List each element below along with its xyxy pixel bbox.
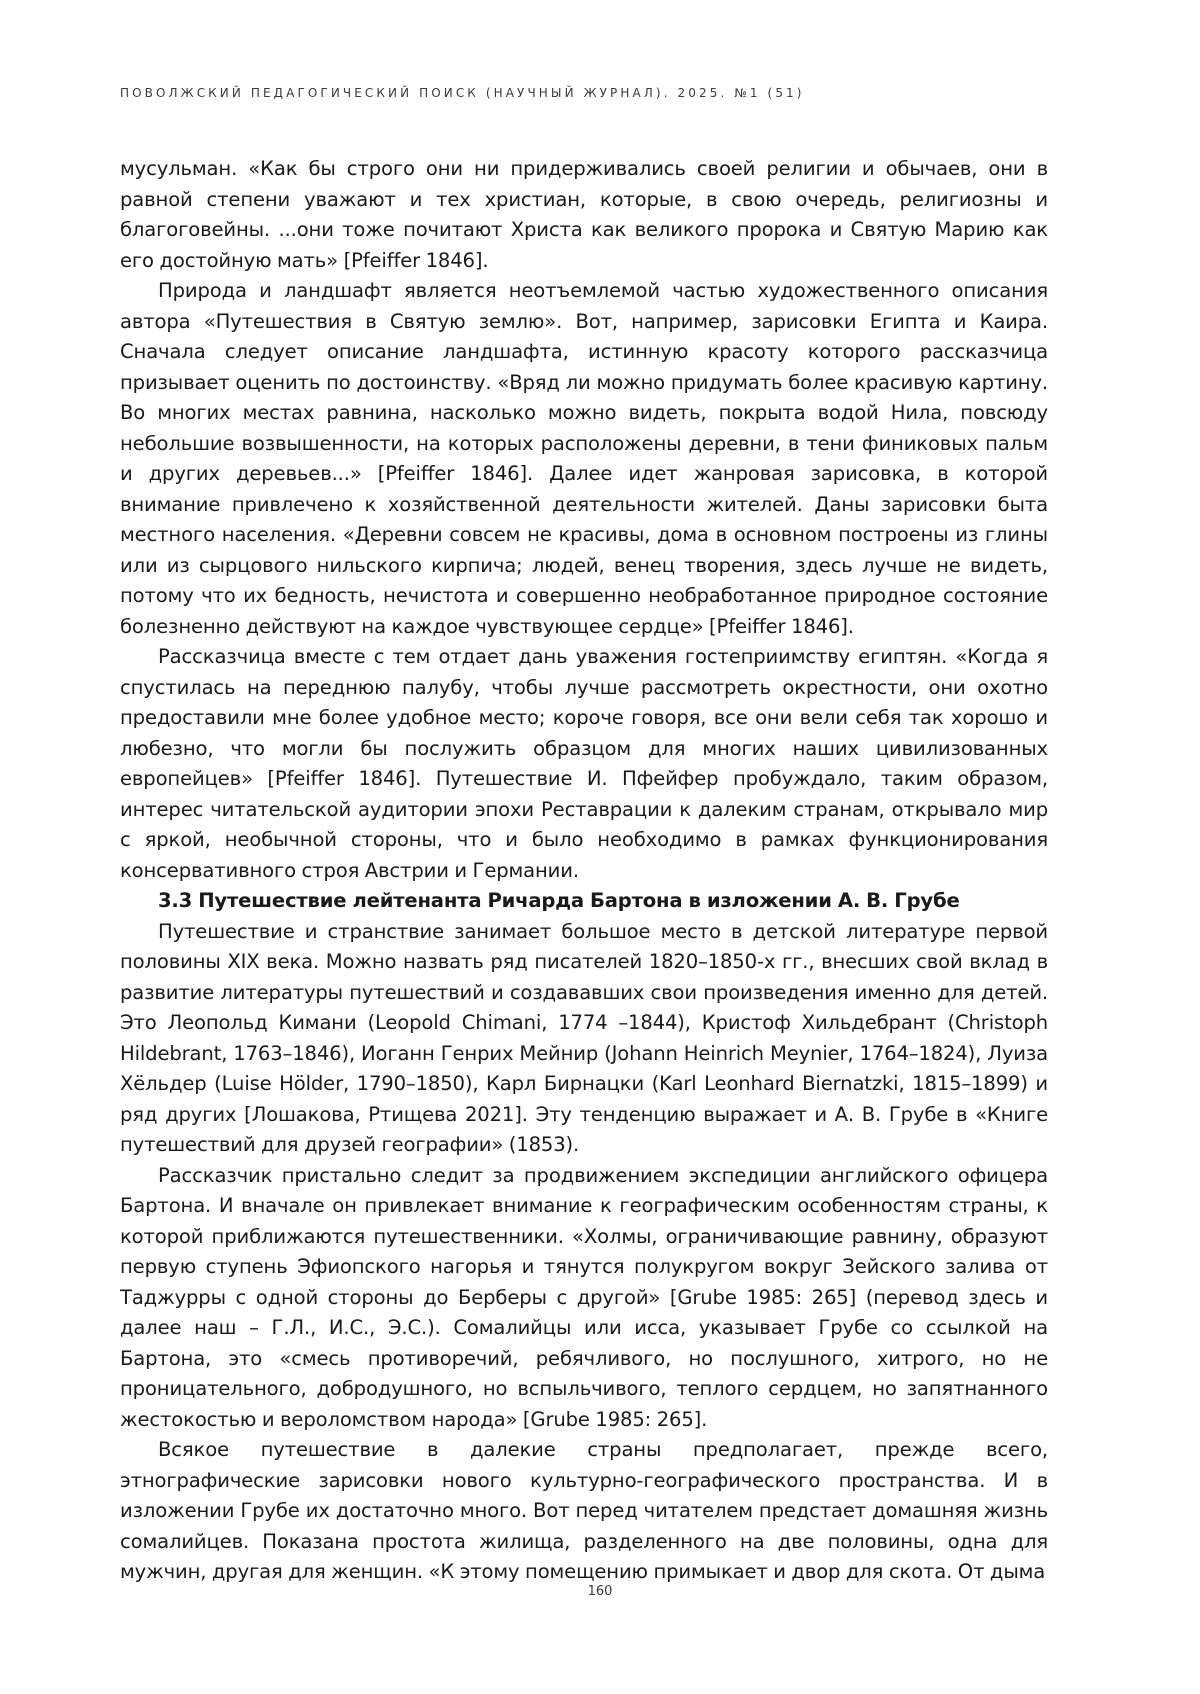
running-head: ПОВОЛЖСКИЙ ПЕДАГОГИЧЕСКИЙ ПОИСК (НАУЧНЫЙ ЖУРНАЛ). 2025. №1 (51) [120,86,805,100]
article-body [120,154,1048,1588]
paragraph: мусульман. «Как бы строго они ни придерживались своей религии и обычаев, они в равной степени уважают и тех христиан, которые, в свою очередь, религиозны и благоговейны. ...они тоже почитают Христа как великого пророка и Святую Марию как его достойную мать» [Pfeiffer 1846]. [120,157,1048,272]
paragraph: Всякое путешествие в далекие страны предполагает, прежде всего, этнографические зарисовки нового культурно-географического пространства. И в изложении Грубе их достаточно много. Вот перед читателем предстает домашняя жизнь сомалийцев. Показана простота жилища, разделенного на две половины, одна для мужчин, другая для женщин. «К этому помещению примыкает и двор для скота. От дыма [120,1438,1048,1583]
paragraph: Природа и ландшафт является неотъемлемой частью художественного описания автора «Путешествия в Святую землю». Вот, например, зарисовки Египта и Каира. Сначала следует описание ландшафта, истинную красоту которого рассказчица призывает оценить по достоинству. «Вряд ли можно придумать более красивую картину. Во многих местах равнина, насколько можно видеть, покрыта водой Нила, повсюду небольшие возвышенности, на которых расположены деревни, в тени финиковых пальм и других деревьев...» [Pfeiffer 1846]. Далее идет жанровая зарисовка, в которой внимание привлечено к хозяйственной деятельности жителей. Даны зарисовки быта местного населения. «Деревни совсем не красивы, дома в основном построены из глины или из сырцового нильского кирпича; людей, венец творения, здесь лучше не видеть, потому что их бедность, нечистота и совершенно необработанное природное состояние болезненно действуют на каждое чувствующее сердце» [Pfeiffer 1846]. [120,279,1048,638]
paragraph: Рассказчица вместе с тем отдает дань уважения гостеприимству египтян. «Когда я спустилась на переднюю палубу, чтобы лучше рассмотреть окрестности, они охотно предоставили мне более удобное место; короче говоря, все они вели себя так хорошо и любезно, что могли бы послужить образцом для многих наших цивилизованных европейцев» [Pfeiffer 1846]. Путешествие И. Пфейфер пробуждало, таким образом, интерес читательской аудитории эпохи Реставрации к далеким странам, открывало мир с яркой, необычной стороны, что и было необходимо в рамках функционирования консервативного строя Австрии и Германии. [120,645,1048,882]
paragraph: Рассказчик пристально следит за продвижением экспедиции английского офицера Бартона. И вначале он привлекает внимание к географическим особенностям страны, к которой приближаются путешественники. «Холмы, ограничивающие равнину, образуют первую ступень Эфиопского нагорья и тянутся полукругом вокруг Зейского залива от Таджурры с одной стороны до Берберы с другой» [Grube 1985: 265] (перевод здесь и далее наш – Г.Л., И.С., Э.С.). Сомалийцы или исса, указывает Грубе со ссылкой на Бартона, это «смесь противоречий, ребячливого, но послушного, хитрого, но не проницательного, добродушного, но вспыльчивого, теплого сердцем, но запятнанного жестокостью и вероломством народа» [Grube 1985: 265]. [120,1163,1048,1431]
page-number: 160 [587,1584,613,1599]
section-heading: 3.3 Путешествие лейтенанта Ричарда Бартона в изложении А. В. Грубе [158,889,960,912]
paragraph: Путешествие и странствие занимает большое место в детской литературе первой половины XIX века. Можно назвать ряд писателей 1820–1850-х гг., внесших свой вклад в развитие литературы путешествий и создававших свои произведения именно для детей. Это Леопольд Кимани (Leopold Chimani, 1774 –1844), Кристоф Хильдебрант (Christoph Hildebrant, 1763–1846), Иоганн Генрих Мейнир (Johann Heinrich Meynier, 1764–1824), Луиза Хёльдер (Luise Hölder, 1790–1850), Карл Бирнацки (Karl Leonhard Biernatzki, 1815–1899) и ряд других [Лошакова, Ртищева 2021]. Эту тенденцию выражает и А. В. Грубе в «Книге путешествий для друзей географии» (1853). [120,919,1048,1156]
